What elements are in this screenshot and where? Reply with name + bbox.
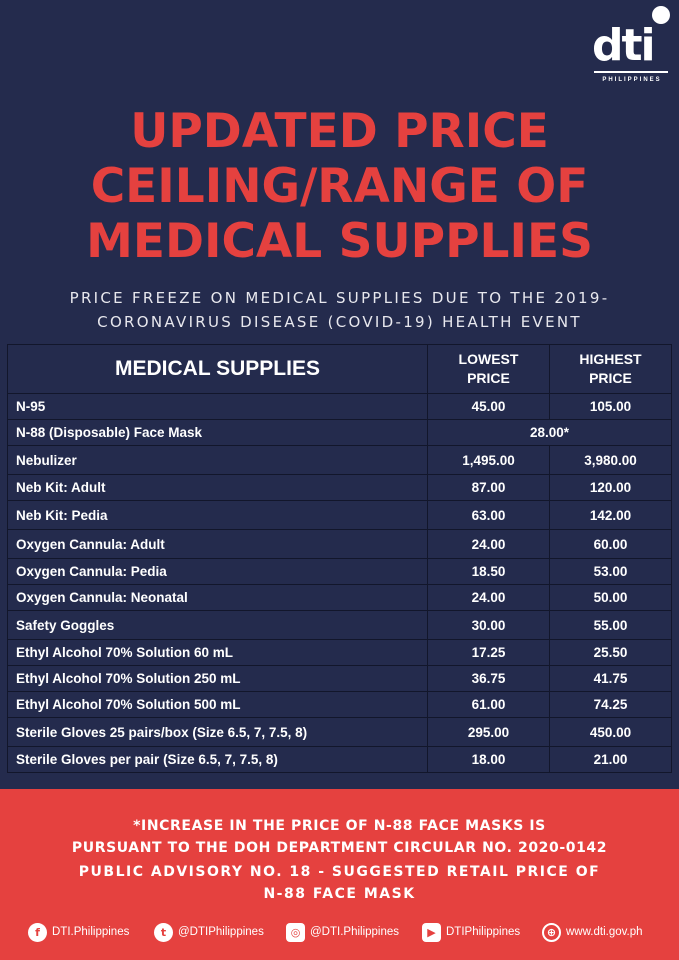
table-row [8, 640, 672, 666]
highest-price: 53.00 [550, 559, 672, 585]
lowest-price: 18.50 [428, 559, 550, 585]
item-name: N-95 [8, 394, 428, 420]
header-lowest-price [428, 345, 550, 394]
lowest-price: 87.00 [428, 475, 550, 501]
header-highest-line1: HIGHEST [579, 351, 642, 367]
social-label: @DTI.Philippines [310, 926, 400, 938]
table-row [8, 394, 672, 420]
social-label: @DTIPhilippines [178, 926, 264, 938]
lowest-price: 61.00 [428, 692, 550, 718]
footer-banner [0, 789, 679, 960]
table-row [8, 585, 672, 611]
title-line: CEILING/RANGE OF [90, 159, 589, 214]
item-name: Ethyl Alcohol 70% Solution 250 mL [8, 666, 428, 692]
twitter-icon: t [154, 923, 173, 942]
globe-icon: ⊕ [542, 923, 561, 942]
lowest-price: 24.00 [428, 530, 550, 559]
social-instagram[interactable] [286, 921, 399, 943]
highest-price: 450.00 [550, 718, 672, 747]
social-website[interactable] [542, 921, 643, 943]
header-lowest-line1: LOWEST [458, 351, 519, 367]
globe-icon [652, 6, 670, 24]
social-facebook[interactable] [28, 921, 129, 943]
highest-price: 21.00 [550, 747, 672, 773]
advisory-line: N-88 FACE MASK [263, 886, 416, 902]
footnote-line: *INCREASE IN THE PRICE OF N-88 FACE MASKS IS [133, 818, 546, 834]
table-row [8, 501, 672, 530]
dti-logo [592, 6, 672, 86]
lowest-price: 1,495.00 [428, 446, 550, 475]
advisory [0, 861, 679, 905]
social-label: DTIPhilippines [446, 926, 521, 938]
table-row [8, 446, 672, 475]
page-title [0, 104, 679, 269]
table-header-row [8, 345, 672, 394]
item-name: Oxygen Cannula: Adult [8, 530, 428, 559]
table-row [8, 747, 672, 773]
item-name: Safety Goggles [8, 611, 428, 640]
table-row [8, 475, 672, 501]
item-name: Neb Kit: Adult [8, 475, 428, 501]
merged-price: 28.00* [428, 420, 672, 446]
price-table [7, 344, 672, 773]
social-label: www.dti.gov.ph [566, 926, 643, 938]
instagram-icon: ◎ [286, 923, 305, 942]
header-lowest-line2: PRICE [467, 370, 510, 386]
lowest-price: 18.00 [428, 747, 550, 773]
table-row [8, 611, 672, 640]
item-name: Nebulizer [8, 446, 428, 475]
lowest-price: 30.00 [428, 611, 550, 640]
subtitle-line: PRICE FREEZE ON MEDICAL SUPPLIES DUE TO THE 2019- [69, 289, 610, 307]
highest-price: 105.00 [550, 394, 672, 420]
table-row [8, 420, 672, 446]
lowest-price: 45.00 [428, 394, 550, 420]
title-line: UPDATED PRICE [130, 104, 549, 159]
advisory-line: PUBLIC ADVISORY NO. 18 - SUGGESTED RETAIL PRICE OF [78, 864, 601, 880]
footnote-line: PURSUANT TO THE DOH DEPARTMENT CIRCULAR NO. 2020-0142 [71, 840, 608, 856]
highest-price: 41.75 [550, 666, 672, 692]
table-row [8, 692, 672, 718]
logo-subtext: PHILIPPINES [602, 77, 662, 83]
highest-price: 25.50 [550, 640, 672, 666]
lowest-price: 17.25 [428, 640, 550, 666]
highest-price: 50.00 [550, 585, 672, 611]
lowest-price: 36.75 [428, 666, 550, 692]
header-highest-line2: PRICE [589, 370, 632, 386]
facebook-icon: f [28, 923, 47, 942]
highest-price: 120.00 [550, 475, 672, 501]
subtitle-line: CORONAVIRUS DISEASE (COVID-19) HEALTH EVENT [97, 313, 582, 331]
highest-price: 3,980.00 [550, 446, 672, 475]
item-name: Ethyl Alcohol 70% Solution 60 mL [8, 640, 428, 666]
social-label: DTI.Philippines [52, 926, 130, 938]
footnote [0, 815, 679, 859]
item-name: Neb Kit: Pedia [8, 501, 428, 530]
highest-price: 74.25 [550, 692, 672, 718]
table-row [8, 530, 672, 559]
header-highest-price [550, 345, 672, 394]
item-name: N-88 (Disposable) Face Mask [8, 420, 428, 446]
item-name: Sterile Gloves 25 pairs/box (Size 6.5, 7, 7.5, 8) [8, 718, 428, 747]
logo-divider [594, 71, 668, 73]
logo-text: dti [592, 20, 654, 71]
item-name: Sterile Gloves per pair (Size 6.5, 7, 7.5, 8) [8, 747, 428, 773]
item-name: Oxygen Cannula: Pedia [8, 559, 428, 585]
youtube-icon: ▶ [422, 923, 441, 942]
social-twitter[interactable] [154, 921, 264, 943]
header-medical-supplies: MEDICAL SUPPLIES [8, 345, 428, 394]
table-row [8, 559, 672, 585]
social-youtube[interactable] [422, 921, 520, 943]
social-links [28, 921, 668, 943]
page-subtitle [0, 286, 679, 334]
item-name: Ethyl Alcohol 70% Solution 500 mL [8, 692, 428, 718]
highest-price: 60.00 [550, 530, 672, 559]
highest-price: 55.00 [550, 611, 672, 640]
lowest-price: 24.00 [428, 585, 550, 611]
item-name: Oxygen Cannula: Neonatal [8, 585, 428, 611]
lowest-price: 295.00 [428, 718, 550, 747]
highest-price: 142.00 [550, 501, 672, 530]
table-row [8, 666, 672, 692]
title-line: MEDICAL SUPPLIES [86, 214, 593, 269]
lowest-price: 63.00 [428, 501, 550, 530]
table-row [8, 718, 672, 747]
